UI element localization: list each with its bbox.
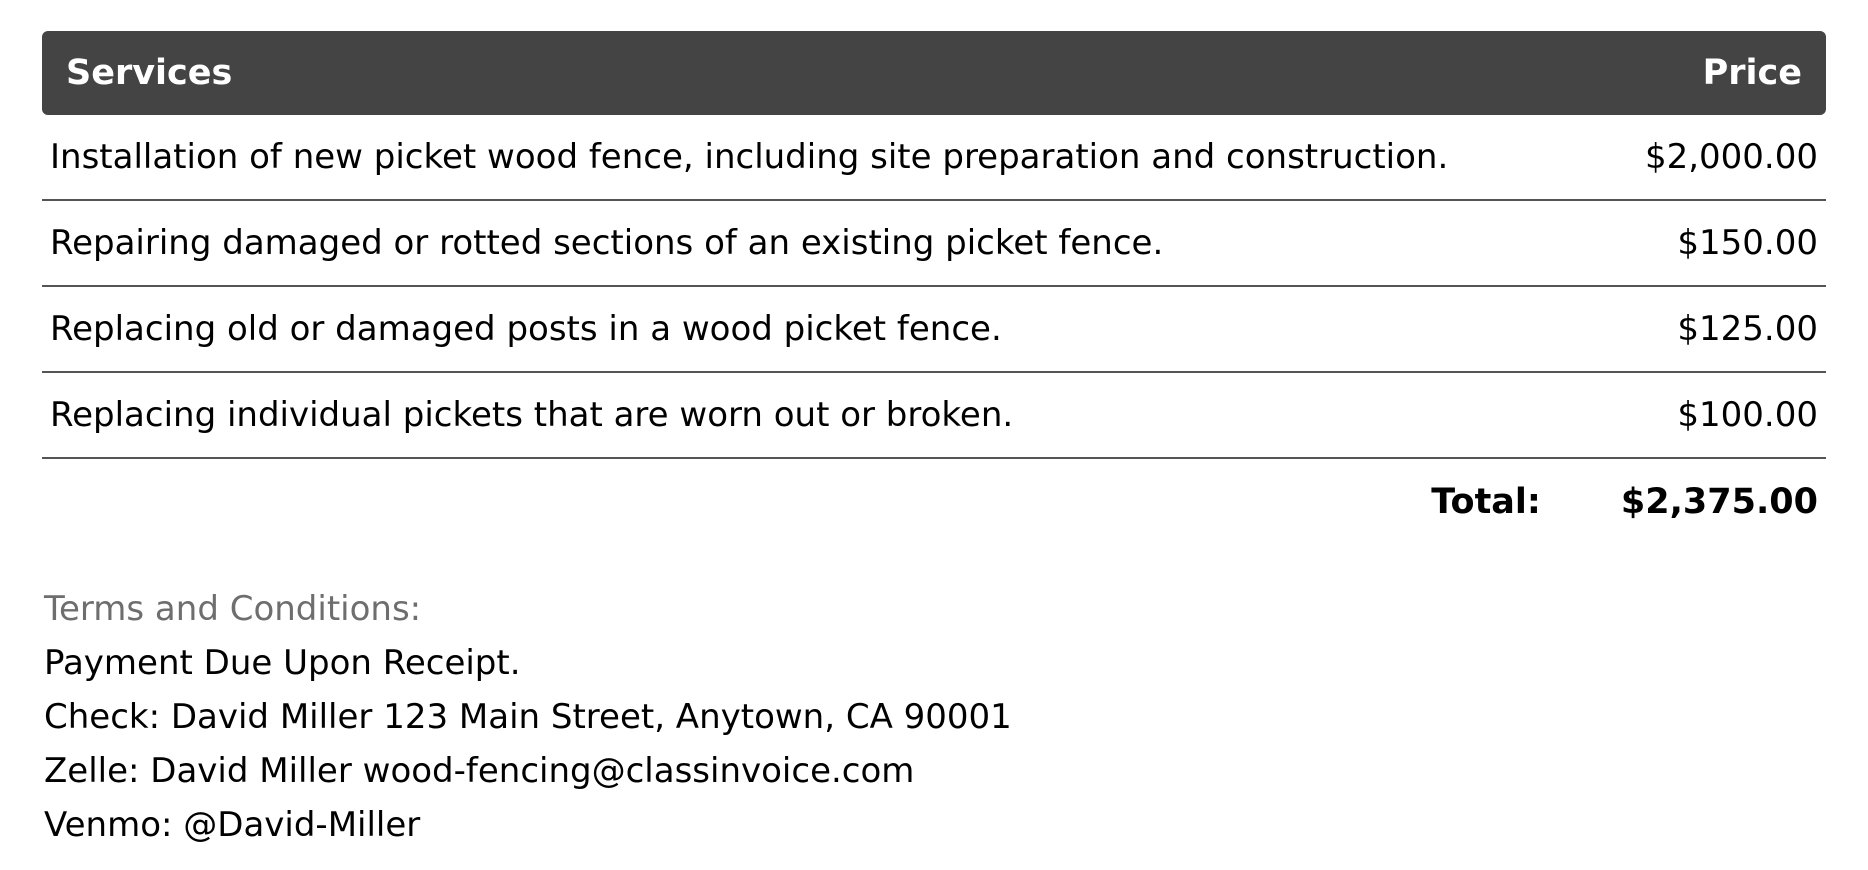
total-value: $2,375.00	[1620, 482, 1818, 522]
terms-title: Terms and Conditions:	[44, 589, 422, 629]
total-row	[42, 459, 1826, 545]
total-label: Total:	[1431, 482, 1541, 522]
service-description: Replacing old or damaged posts in a wood picket fence.	[50, 309, 1002, 349]
zelle-payment-line: Zelle: David Miller wood-fencing@classinvoice.com	[44, 751, 915, 791]
service-description: Replacing individual pickets that are worn out or broken.	[50, 395, 1014, 435]
service-price: $2,000.00	[1644, 137, 1818, 177]
table-header	[42, 31, 1826, 115]
terms-section	[44, 582, 1012, 852]
service-price: $100.00	[1677, 395, 1818, 435]
table-row	[42, 115, 1826, 201]
service-description: Installation of new picket wood fence, including site preparation and construction.	[50, 137, 1449, 177]
table-row	[42, 201, 1826, 287]
payment-due-line: Payment Due Upon Receipt.	[44, 643, 521, 683]
services-column-header: Services	[66, 53, 233, 93]
price-column-header: Price	[1702, 53, 1802, 93]
table-row	[42, 287, 1826, 373]
table-row	[42, 373, 1826, 459]
services-table	[42, 31, 1826, 545]
check-payment-line: Check: David Miller 123 Main Street, Anytown, CA 90001	[44, 697, 1012, 737]
service-description: Repairing damaged or rotted sections of an existing picket fence.	[50, 223, 1164, 263]
service-price: $125.00	[1677, 309, 1818, 349]
venmo-payment-line: Venmo: @David-Miller	[44, 805, 421, 845]
service-price: $150.00	[1677, 223, 1818, 263]
